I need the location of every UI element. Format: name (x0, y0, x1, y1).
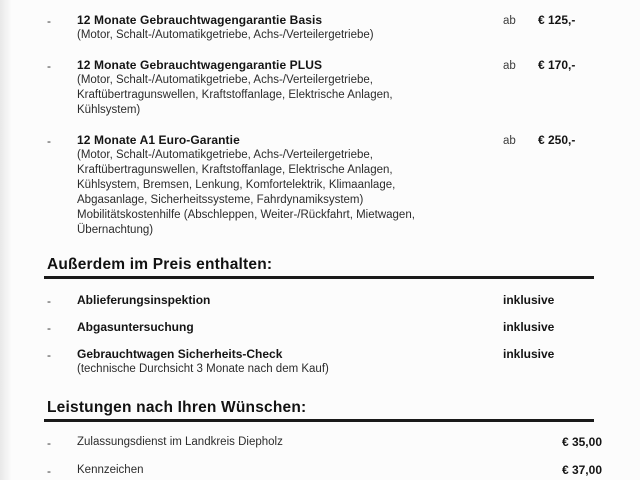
included-item-value: inklusive (503, 347, 555, 361)
included-item-note (77, 362, 640, 377)
included-items-list (0, 293, 640, 389)
included-item (0, 320, 640, 335)
warranty-price: € 250,- (538, 133, 576, 147)
included-item-value: inklusive (503, 320, 555, 334)
optional-item-label: Zulassungsdienst im Landkreis Diepholz (77, 436, 283, 448)
warranty-description-line: Kraftübertragunswellen, Kraftstoffanlage, Elektrische Anlagen, (77, 164, 393, 176)
warranty-item-body (77, 133, 640, 238)
included-item-note-line: (technische Durchsicht 3 Monate nach dem Kauf) (77, 363, 329, 375)
bullet-dash: - (47, 59, 51, 73)
warranty-description-line: Mobilitätskostenhilfe (Abschleppen, Weiter-/Rückfahrt, Mietwagen, (77, 209, 415, 221)
included-item-value: inklusive (503, 293, 555, 307)
included-section-rule (44, 276, 594, 279)
warranty-price: € 125,- (538, 13, 576, 27)
warranty-item (0, 58, 640, 118)
included-section-heading: Außerdem im Preis enthalten: (47, 256, 273, 273)
warranty-description-line: Kühlsystem) (77, 104, 141, 116)
optional-item (0, 463, 640, 478)
included-item (0, 293, 640, 308)
warranty-description-line: (Motor, Schalt-/Automatikgetriebe, Achs-/Verteilergetriebe, (77, 149, 373, 161)
warranty-title: 12 Monate Gebrauchtwagengarantie Basis (77, 13, 323, 27)
warranty-item (0, 13, 640, 43)
included-item-label: Gebrauchtwagen Sicherheits-Check (77, 347, 283, 361)
included-item-body (77, 347, 640, 377)
bullet-dash: - (47, 436, 51, 450)
bullet-dash: - (47, 134, 51, 148)
included-section-header (44, 255, 594, 279)
optional-section-rule (44, 419, 594, 422)
warranty-description (77, 28, 640, 43)
price-prefix-ab: ab (503, 15, 516, 27)
included-item-label: Ablieferungsinspektion (77, 293, 211, 307)
warranty-description-line: Kraftübertragunswellen, Kraftstoffanlage, Elektrische Anlagen, (77, 89, 393, 101)
optional-item-price: € 37,00 (561, 463, 602, 477)
optional-section-header (44, 398, 594, 422)
price-prefix-ab: ab (503, 60, 516, 72)
warranty-description-line: Kühlsystem, Bremsen, Lenkung, Komfortelektrik, Klimaanlage, (77, 179, 396, 191)
bullet-dash: - (47, 294, 51, 308)
included-item (0, 347, 640, 377)
warranty-price: € 170,- (538, 58, 576, 72)
warranty-description (77, 73, 640, 118)
warranty-description-line: Abgasanlage, Sicherheitssysteme, Fahrdynamiksystem) (77, 194, 364, 206)
included-item-body (77, 320, 640, 335)
optional-section-heading: Leistungen nach Ihren Wünschen: (47, 399, 307, 416)
warranty-description-line: (Motor, Schalt-/Automatikgetriebe, Achs-/Verteilergetriebe, (77, 74, 373, 86)
warranty-title: 12 Monate A1 Euro-Garantie (77, 133, 240, 147)
warranty-description-line: Übernachtung) (77, 224, 154, 236)
bullet-dash: - (47, 321, 51, 335)
warranty-description-line: (Motor, Schalt-/Automatikgetriebe, Achs-/Verteilergetriebe) (77, 29, 374, 41)
bullet-dash: - (47, 14, 51, 28)
warranty-list (0, 13, 640, 253)
bullet-dash: - (47, 464, 51, 478)
included-item-body (77, 293, 640, 308)
optional-item (0, 435, 640, 450)
warranty-description (77, 148, 640, 238)
price-prefix-ab: ab (503, 135, 516, 147)
bullet-dash: - (47, 348, 51, 362)
warranty-item (0, 133, 640, 238)
optional-item-label: Kennzeichen (77, 464, 144, 476)
included-item-label: Abgasuntersuchung (77, 320, 194, 334)
warranty-title: 12 Monate Gebrauchtwagengarantie PLUS (77, 58, 323, 72)
optional-items-list (0, 435, 640, 480)
optional-item-price: € 35,00 (561, 435, 602, 449)
